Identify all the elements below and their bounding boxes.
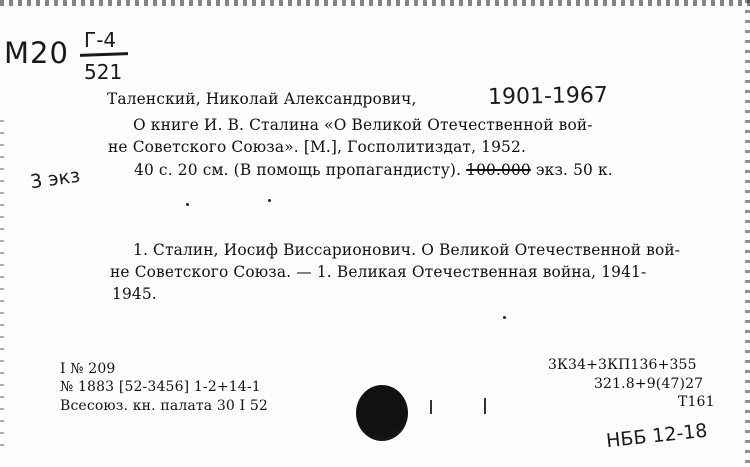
ink-speck xyxy=(186,203,189,206)
handwritten-shelf-fraction-bottom: 521 xyxy=(84,60,123,84)
footer-right-line-2: 321.8+9(47)27 xyxy=(594,376,704,392)
ink-blot xyxy=(356,385,408,441)
author-heading: Таленский, Николай Александрович, xyxy=(107,90,417,108)
collation-line xyxy=(134,163,613,178)
perforated-top-edge xyxy=(0,0,750,6)
print-run-crossed: 100.000 xyxy=(466,161,531,179)
footer-left-line-2: № 1883 [52-3456] 1-2+14-1 xyxy=(60,379,261,395)
title-line-1: О книге И. В. Сталина «О Великой Отечественной вой- xyxy=(133,116,593,134)
ink-speck xyxy=(503,316,506,319)
handwritten-life-years: 1901-1967 xyxy=(487,82,609,111)
handwritten-shelf-code: М20 xyxy=(4,36,69,70)
ink-tick-mark xyxy=(484,398,486,414)
ink-speck xyxy=(268,199,271,202)
handwritten-shelf-fraction-top: Г-4 xyxy=(84,28,117,52)
tracing-line-2: не Советского Союза. — 1. Великая Отечественная война, 1941- xyxy=(110,263,647,281)
perforated-right-edge xyxy=(745,0,750,467)
card-left-edge xyxy=(0,120,4,450)
footer-right-line-1: 3К34+3КП136+355 xyxy=(548,357,697,373)
footer-left-line-1: I № 209 xyxy=(60,361,116,377)
handwritten-bottom-note: НББ 12-18 xyxy=(605,419,709,453)
footer-right-line-3: Т161 xyxy=(678,394,715,410)
tracing-line-1: 1. Сталин, Иосиф Виссарионович. О Великой Отечественной вой- xyxy=(133,241,681,259)
collation-main: 40 с. 20 см. (В помощь пропагандисту). xyxy=(134,161,462,179)
ink-tick-mark xyxy=(430,400,432,414)
footer-left-line-3: Всесоюз. кн. палата 30 I 52 xyxy=(60,398,268,414)
shelf-fraction-rule xyxy=(80,52,128,57)
title-line-2: не Советского Союза». [М.], Госполитиздат, 1952. xyxy=(108,138,526,156)
handwritten-copies-mark: 3 экз xyxy=(28,164,82,194)
price: экз. 50 к. xyxy=(535,161,613,179)
tracing-line-3: 1945. xyxy=(112,285,157,303)
